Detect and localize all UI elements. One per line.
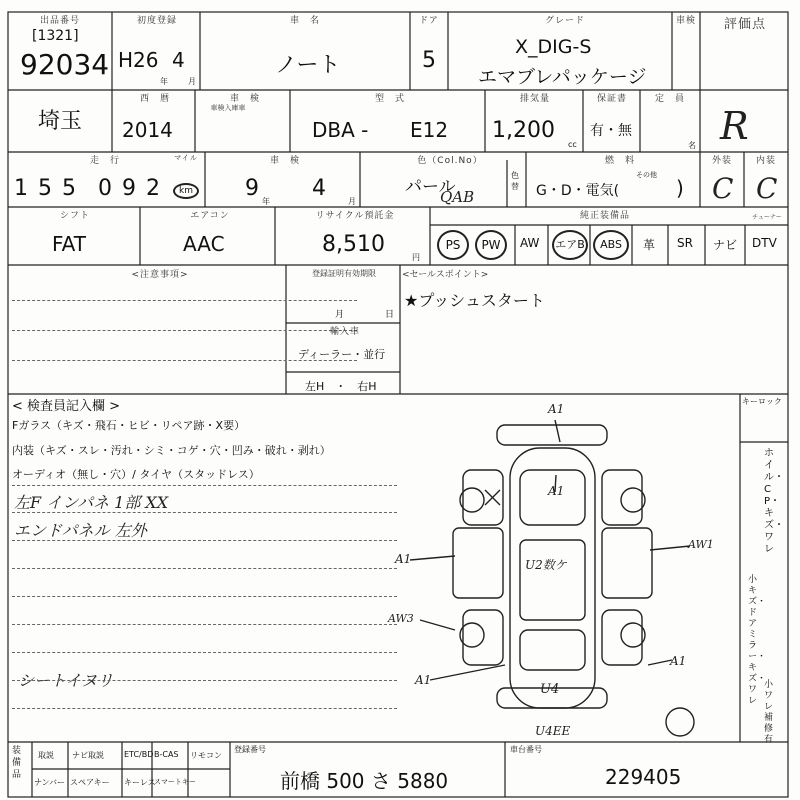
lot-prefix: [1321] [32,28,79,44]
inspector-rule-3 [12,540,397,541]
equip-sunroof: SR [677,236,693,250]
header-exterior: 外装 [711,156,732,166]
equip-leather: 革 [643,238,656,252]
header-interior: 内装 [755,156,776,166]
plate-number: 前橋 500 さ 5880 [280,769,449,793]
cc-unit: cc [568,140,577,149]
import-type: ディーラー・並行 [298,348,386,361]
fuel-type: G・D・電気( [536,183,620,199]
color-code: QAB [440,188,475,206]
header-vin: 車台番号 [510,745,542,754]
mark-roof-rear: A1 [548,402,565,416]
right-side-legend-1: ホイル・CP・キズ・ワレ [764,448,784,555]
mileage-digit-5: 9 [122,176,136,201]
mileage-digit-1: 1 [14,176,28,201]
header-equipment: 純正装備品 [579,211,630,221]
location: 埼玉 [38,109,83,134]
header-inspection-expiry: 車 検 [269,156,300,166]
first-reg-month: 4 [172,48,185,72]
header-plate: 登録番号 [234,745,266,754]
grade-line1: X_DIG-S [515,36,592,58]
equip-etc: ETC/BD [124,750,154,759]
inspector-rule-4 [12,568,397,569]
inspector-rule-1 [12,485,397,486]
model-prefix: DBA - [312,118,369,142]
inspector-rule-5 [12,596,397,597]
recycle-fee: 8,510 [322,232,385,257]
header-sales-point: <セールスポイント> [402,270,489,280]
inspector-note-2: エンドパネル 左外 [14,521,147,540]
model-year: 2014 [122,118,173,142]
inspection-year-unit: 年 [262,197,270,206]
equip-smart-key: スマートキー [154,778,196,786]
header-door: ドア [419,16,439,26]
header-year: 西 暦 [139,94,170,104]
color-name: パール [405,177,456,197]
inspector-rule-8 [12,680,397,681]
reg-month: 月 [335,310,345,320]
header-grade: グレード [544,16,585,26]
equip-keyless: キーレス [124,778,156,787]
header-class: 車検 [675,16,696,26]
mileage-digit-4: 0 [98,176,112,201]
reg-day: 日 [385,310,395,320]
mark-front-bumper: U4EE [535,724,571,738]
mark-left-front: A1 [415,673,432,687]
inspector-rule-6 [12,624,397,625]
inspector-line-windshield: Fガラス（キズ・飛石・ヒビ・リペア跡・X要） [12,419,246,432]
header-color: 色（Col.No） [417,156,483,166]
mileage-digit-6: 2 [146,176,160,201]
fuel-other: その他 [636,171,657,179]
first-reg-era: H26 [118,48,159,72]
inspector-line-audio: オーディオ（無し・穴）/ タイヤ（スタッドレス） [12,468,260,481]
vin-number: 229405 [605,765,682,789]
yen-unit: 円 [412,253,420,262]
inspector-rule-2 [12,512,397,513]
header-import: 輸入車 [329,327,360,337]
mark-left-fender: AW3 [388,612,414,625]
header-aircon: エアコン [190,211,230,221]
header-notes: <注意事項> [131,270,189,280]
header-reg-doc: 登録証明有効期限 [312,269,376,278]
inspector-rule-9 [12,708,397,709]
handle-side: 左H ・ 右H [305,380,377,393]
equip-aw: AW [520,236,540,250]
sales-point: ★プッシュスタート [404,291,545,310]
unit-month: 月 [188,77,196,86]
inspection-year: 9 [245,176,259,201]
header-car-name: 車 名 [289,16,320,26]
shift-type: FAT [52,232,87,256]
inspector-line-interior: 内装（キズ・スレ・汚れ・シミ・コゲ・穴・凹み・破れ・剥れ） [12,444,331,457]
mileage-digit-2: 5 [38,176,52,201]
header-mileage-unit: マイル [174,154,198,162]
header-recycle: リサイクル預託金 [315,211,395,221]
header-inspector: < 検査員記入欄 > [12,399,121,414]
header-displacement: 排気量 [519,94,550,104]
equip-pw: PW [475,230,507,260]
header-warranty: 保証書 [596,94,627,104]
inspector-note-1: 左F インパネ 1部 XX [14,493,169,512]
header-rating: 評価点 [723,17,766,32]
model-code: E12 [410,118,449,142]
color-change-label: 色替 [511,171,519,191]
lot-number: 92034 [20,48,110,81]
inspector-rule-7 [12,652,397,653]
mark-roof: A1 [548,484,565,498]
header-inspection: 車 検 [229,94,260,104]
exterior-grade: C [712,172,734,205]
mark-right-front: A1 [670,654,687,668]
header-mileage: 走 行 [89,156,120,166]
header-model: 型 式 [374,94,405,104]
equip-manual: 取説 [38,751,54,760]
interior-grade: C [756,172,778,205]
notes-rule-1 [12,300,357,301]
equip-plate: ナンバー [34,778,66,787]
header-shift: シフト [59,211,90,221]
fuel-close: ) [676,176,684,200]
header-fuel: 燃 料 [604,156,635,166]
aircon-type: AAC [183,232,225,256]
car-name: ノート [275,53,341,78]
header-first-registration: 初度登録 [136,16,177,26]
equip-remote: リモコン [190,751,222,760]
grade-line2: エマブレパッケージ [478,66,647,88]
equip-navi: ナビ [713,238,738,252]
right-side-legend-2: 小キズ・ドアミラー・キズ・ワレ [748,575,767,706]
warranty: 有・無 [590,123,632,139]
mark-hood: U4 [540,682,560,697]
right-side-legend-3: 小ワレ 補修有 [764,680,774,745]
header-equip: 装備品 [12,746,22,780]
inspection-month-unit: 月 [348,197,356,206]
equip-spare-key: スペアキー [70,778,110,787]
unit-year: 年 [160,77,168,86]
mark-cabin: U2数ケ [525,558,567,572]
inspector-note-3: シートイヌリ [18,671,114,690]
equip-navi-manual: ナビ取説 [72,751,104,760]
mark-right-door: AW1 [688,538,714,551]
door-count: 5 [422,48,436,73]
key-lock-label: キーロック [742,397,782,406]
mark-left-door: A1 [395,552,412,566]
equip-abs: ABS [593,230,629,260]
inspection-month: 4 [312,176,326,201]
equip-dtv: DTV [752,236,777,250]
mileage-unit-km: km [173,183,199,199]
header-capacity: 定 員 [654,94,685,104]
rating-value: R [720,104,749,148]
header-exhibit-no: 出品番号 [39,16,80,26]
header-inspection-sub: 車検入庫車 [210,104,246,112]
displacement: 1,200 [492,118,555,143]
mileage-digit-3: 5 [62,176,76,201]
equip-bcas: B-CAS [154,750,179,759]
equip-ps: PS [437,230,469,260]
header-tuner: チューナー [752,214,782,221]
capacity-unit: 名 [688,141,696,150]
equip-airbag: エアB [552,230,588,260]
